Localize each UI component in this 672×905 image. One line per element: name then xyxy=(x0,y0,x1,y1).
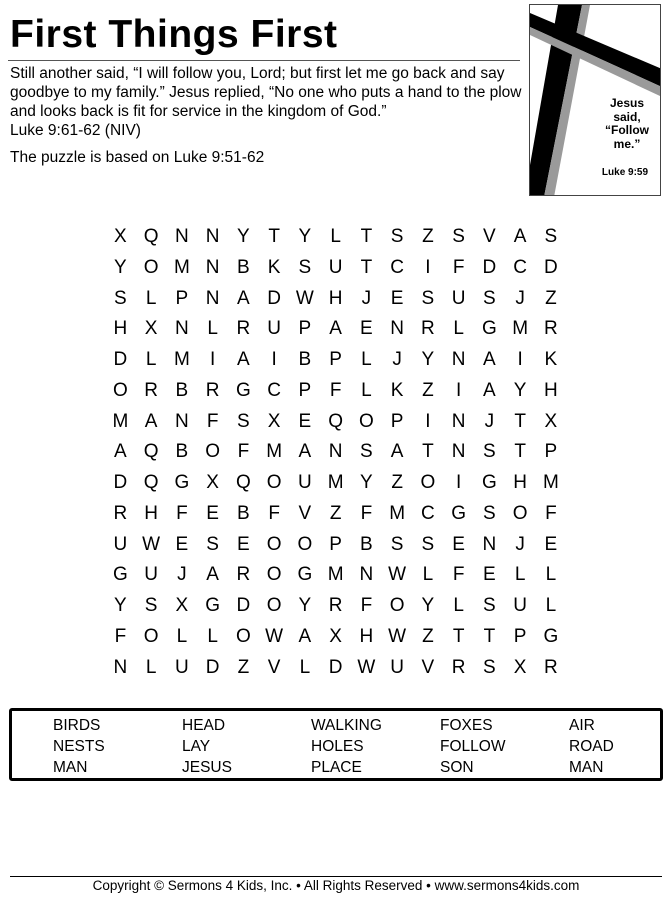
grid-letter: B xyxy=(237,502,250,524)
grid-letter: M xyxy=(173,256,190,278)
illustration-reference: Luke 9:59 xyxy=(601,167,649,178)
word-list-item: ROAD xyxy=(569,738,614,755)
grid-letter: Y xyxy=(298,226,312,247)
grid-letter: L xyxy=(545,595,557,616)
grid-letter: V xyxy=(483,226,496,247)
grid-letter: J xyxy=(177,564,187,586)
grid-letter: P xyxy=(329,349,342,370)
grid-letter: L xyxy=(145,349,157,370)
grid-letter: C xyxy=(267,379,281,401)
grid-letter: J xyxy=(361,287,372,309)
grid-letter: T xyxy=(422,441,434,463)
grid-letter: P xyxy=(175,287,189,309)
grid-letter: J xyxy=(515,533,525,555)
grid-letter: A xyxy=(237,287,250,309)
grid-row xyxy=(105,345,566,376)
grid-letter: D xyxy=(113,349,128,370)
word-list-item: NESTS xyxy=(53,738,105,755)
grid-row xyxy=(105,437,566,468)
grid-letter: F xyxy=(176,502,188,524)
grid-letter: C xyxy=(513,256,527,278)
grid-letter: F xyxy=(206,410,219,432)
grid-letter: W xyxy=(265,625,284,647)
grid-letter: O xyxy=(266,595,282,616)
caption-line: “Follow xyxy=(605,123,649,137)
word-list-item: PLACE xyxy=(311,759,362,776)
grid-letter: R xyxy=(421,318,435,340)
grid-letter: D xyxy=(544,256,558,278)
grid-row xyxy=(105,407,566,438)
caption-line: me.” xyxy=(613,136,641,151)
grid-letter: S xyxy=(360,441,373,463)
grid-letter: K xyxy=(267,256,281,278)
grid-letter: G xyxy=(297,564,313,586)
grid-letter: U xyxy=(113,533,128,555)
grid-row xyxy=(105,284,566,315)
grid-letter: A xyxy=(329,318,342,340)
grid-letter: B xyxy=(175,379,189,401)
grid-letter: A xyxy=(298,441,312,463)
grid-letter: S xyxy=(144,595,158,616)
grid-letter: R xyxy=(544,318,558,340)
grid-letter: V xyxy=(298,502,312,524)
grid-letter: G xyxy=(112,564,128,586)
grid-letter: T xyxy=(483,625,496,647)
grid-letter: O xyxy=(358,410,374,432)
grid-letter: M xyxy=(327,564,344,586)
grid-letter: R xyxy=(113,502,128,524)
grid-letter: L xyxy=(453,595,464,616)
grid-letter: O xyxy=(389,595,405,616)
quote-text: Still another said, “I will follow you, Lord; but first let me go back and say goodbye to my family.” Jesus replied, “No one who puts a hand to the plow and looks back is fit for service in the kingdom of God.” xyxy=(10,65,522,120)
grid-letter: Z xyxy=(422,379,434,401)
grid-letter: A xyxy=(144,410,158,432)
grid-letter: M xyxy=(512,318,529,340)
grid-letter: S xyxy=(298,256,312,278)
grid-letter: D xyxy=(205,656,220,678)
word-list-item: AIR xyxy=(569,717,595,734)
grid-letter: T xyxy=(514,441,526,463)
grid-letter: S xyxy=(483,595,496,616)
grid-letter: A xyxy=(513,226,527,247)
grid-letter: P xyxy=(544,441,558,463)
grid-letter: G xyxy=(235,379,251,401)
grid-letter: L xyxy=(145,656,157,678)
grid-letter: X xyxy=(544,410,558,432)
grid-letter: W xyxy=(357,656,376,678)
grid-letter: G xyxy=(481,318,497,340)
grid-letter: V xyxy=(421,656,435,678)
grid-letter: Z xyxy=(422,226,434,247)
grid-letter: O xyxy=(420,472,436,493)
word-list-item: BIRDS xyxy=(53,717,101,734)
word-list-column xyxy=(53,715,105,778)
grid-letter: Q xyxy=(143,472,159,493)
grid-letter: L xyxy=(361,379,372,401)
grid-letter: G xyxy=(543,625,559,647)
word-list-box xyxy=(9,708,663,781)
grid-letter: W xyxy=(388,625,407,647)
grid-letter: C xyxy=(421,502,435,524)
grid-letter: O xyxy=(266,472,282,493)
grid-letter: T xyxy=(514,410,526,432)
grid-letter: D xyxy=(236,595,251,616)
grid-letter: J xyxy=(515,287,525,309)
grid-letter: N xyxy=(451,441,466,463)
grid-letter: E xyxy=(544,533,558,555)
grid-letter: X xyxy=(144,318,158,340)
grid-letter: Y xyxy=(114,595,127,616)
grid-letter: G xyxy=(205,595,221,616)
grid-letter: F xyxy=(268,502,280,524)
grid-row xyxy=(105,499,566,530)
grid-letter: X xyxy=(175,595,189,616)
grid-letter: Z xyxy=(391,472,403,493)
grid-letter: I xyxy=(517,349,523,370)
grid-letter: N xyxy=(175,410,189,432)
grid-letter: K xyxy=(390,379,404,401)
grid-letter: Z xyxy=(422,625,434,647)
grid-letter: L xyxy=(176,625,188,647)
grid-letter: E xyxy=(206,502,219,524)
grid-letter: D xyxy=(267,287,281,309)
grid-letter: S xyxy=(421,533,435,555)
grid-letter: Q xyxy=(143,441,159,463)
grid-letter: S xyxy=(390,226,404,247)
title-divider xyxy=(8,60,520,61)
grid-letter: O xyxy=(143,256,159,278)
grid-letter: B xyxy=(175,441,189,463)
grid-letter: F xyxy=(237,441,250,463)
grid-letter: I xyxy=(455,379,462,401)
grid-letter: P xyxy=(298,318,312,340)
caption-line: said, xyxy=(613,109,641,124)
word-list-item: MAN xyxy=(53,759,88,776)
grid-letter: P xyxy=(298,379,312,401)
grid-letter: F xyxy=(545,502,557,524)
grid-letter: L xyxy=(207,318,218,340)
grid-letter: X xyxy=(114,226,127,247)
grid-letter: M xyxy=(112,410,129,432)
grid-letter: S xyxy=(483,656,496,678)
grid-row xyxy=(105,530,566,561)
scripture-quote xyxy=(10,64,525,140)
grid-letter: Y xyxy=(360,472,373,493)
grid-letter: A xyxy=(298,625,312,647)
grid-letter: F xyxy=(360,595,373,616)
grid-letter: N xyxy=(359,564,374,586)
grid-letter: M xyxy=(542,472,559,493)
grid-letter: R xyxy=(236,318,251,340)
word-search-grid xyxy=(105,222,566,683)
grid-letter: W xyxy=(142,533,161,555)
word-list-item: WALKING xyxy=(311,717,382,734)
grid-letter: U xyxy=(513,595,527,616)
grid-letter: D xyxy=(113,472,128,493)
grid-letter: U xyxy=(267,318,281,340)
grid-letter: E xyxy=(360,318,373,340)
grid-letter: Y xyxy=(513,379,527,401)
grid-letter: R xyxy=(144,379,158,401)
grid-letter: M xyxy=(173,349,190,370)
grid-letter: G xyxy=(451,502,467,524)
grid-letter: J xyxy=(392,349,402,370)
grid-letter: Z xyxy=(237,656,250,678)
grid-letter: S xyxy=(390,533,404,555)
grid-letter: R xyxy=(205,379,220,401)
grid-letter: S xyxy=(452,226,465,247)
grid-letter: L xyxy=(361,349,372,370)
grid-letter: Q xyxy=(328,410,344,432)
grid-letter: O xyxy=(266,564,282,586)
grid-letter: C xyxy=(390,256,404,278)
grid-letter: E xyxy=(390,287,404,309)
grid-letter: N xyxy=(175,318,189,340)
grid-letter: T xyxy=(268,226,280,247)
grid-letter: N xyxy=(482,533,497,555)
grid-letter: P xyxy=(513,625,527,647)
grid-letter: L xyxy=(453,318,464,340)
grid-letter: S xyxy=(544,226,558,247)
grid-row xyxy=(105,314,566,345)
word-list-column xyxy=(569,715,614,778)
grid-letter: T xyxy=(452,625,465,647)
grid-letter: N xyxy=(328,441,343,463)
grid-letter: A xyxy=(114,441,127,463)
grid-letter: L xyxy=(207,625,218,647)
grid-letter: L xyxy=(299,656,311,678)
grid-letter: A xyxy=(206,564,219,586)
grid-letter: D xyxy=(328,656,343,678)
grid-letter: T xyxy=(360,226,373,247)
grid-letter: N xyxy=(175,226,189,247)
grid-letter: Y xyxy=(114,256,127,278)
grid-letter: N xyxy=(451,349,466,370)
grid-letter: Q xyxy=(235,472,251,493)
grid-letter: X xyxy=(206,472,219,493)
grid-letter: I xyxy=(455,472,462,493)
grid-letter: I xyxy=(425,410,431,432)
grid-letter: A xyxy=(237,349,250,370)
grid-letter: Y xyxy=(237,226,250,247)
grid-letter: U xyxy=(451,287,466,309)
grid-row xyxy=(105,560,566,591)
cross-illustration xyxy=(529,4,661,196)
grid-letter: L xyxy=(545,564,557,586)
quote-reference: Luke 9:61-62 (NIV) xyxy=(10,122,141,139)
grid-letter: U xyxy=(175,656,189,678)
caption-line: Jesus xyxy=(609,96,645,110)
grid-letter: X xyxy=(267,410,281,432)
grid-letter: Y xyxy=(421,595,435,616)
grid-letter: S xyxy=(483,502,496,524)
word-list-column xyxy=(311,715,382,778)
grid-letter: F xyxy=(360,502,373,524)
grid-row xyxy=(105,591,566,622)
grid-letter: R xyxy=(236,564,251,586)
grid-letter: F xyxy=(452,256,465,278)
grid-letter: B xyxy=(298,349,312,370)
grid-letter: E xyxy=(298,410,312,432)
grid-letter: B xyxy=(237,256,250,278)
grid-letter: S xyxy=(114,287,127,309)
grid-letter: T xyxy=(360,256,373,278)
grid-letter: G xyxy=(481,472,497,493)
grid-letter: O xyxy=(143,625,159,647)
grid-letter: R xyxy=(544,656,558,678)
grid-letter: Y xyxy=(298,595,312,616)
grid-letter: I xyxy=(425,256,431,278)
grid-letter: O xyxy=(266,533,282,555)
grid-letter: W xyxy=(295,287,314,309)
grid-letter: X xyxy=(513,656,527,678)
grid-letter: L xyxy=(514,564,526,586)
grid-letter: K xyxy=(544,349,558,370)
grid-letter: F xyxy=(452,564,465,586)
grid-letter: R xyxy=(328,595,343,616)
grid-letter: A xyxy=(483,349,496,370)
grid-letter: I xyxy=(209,349,216,370)
grid-letter: O xyxy=(235,625,251,647)
grid-letter: H xyxy=(113,318,128,340)
grid-letter: L xyxy=(330,226,341,247)
grid-letter: H xyxy=(144,502,158,524)
grid-letter: L xyxy=(145,287,157,309)
word-list-item: FOXES xyxy=(440,717,493,734)
grid-letter: I xyxy=(271,349,277,370)
grid-letter: D xyxy=(482,256,497,278)
grid-letter: F xyxy=(329,379,342,401)
grid-letter: A xyxy=(483,379,496,401)
grid-letter: U xyxy=(390,656,404,678)
word-list-item: HOLES xyxy=(311,738,364,755)
grid-row xyxy=(105,253,566,284)
grid-letter: M xyxy=(389,502,406,524)
grid-letter: M xyxy=(266,441,283,463)
word-list-item: JESUS xyxy=(182,759,232,776)
page-title: First Things First xyxy=(10,13,338,56)
grid-letter: E xyxy=(483,564,496,586)
grid-letter: N xyxy=(205,256,220,278)
grid-letter: E xyxy=(237,533,250,555)
grid-row xyxy=(105,222,566,253)
grid-letter: A xyxy=(390,441,404,463)
word-list-item: SON xyxy=(440,759,474,776)
grid-letter: S xyxy=(206,533,219,555)
grid-letter: J xyxy=(484,410,495,432)
grid-letter: N xyxy=(390,318,404,340)
grid-letter: N xyxy=(205,287,220,309)
grid-letter: S xyxy=(483,441,496,463)
word-list-column xyxy=(440,715,505,778)
grid-letter: P xyxy=(329,533,342,555)
word-list-item: LAY xyxy=(182,738,211,755)
grid-letter: G xyxy=(174,472,190,493)
grid-letter: O xyxy=(297,533,313,555)
grid-letter: N xyxy=(451,410,466,432)
grid-letter: H xyxy=(328,287,343,309)
grid-letter: S xyxy=(421,287,435,309)
grid-letter: Q xyxy=(143,226,159,247)
grid-letter: O xyxy=(205,441,221,463)
word-list-item: MAN xyxy=(569,759,604,776)
grid-row xyxy=(105,622,566,653)
grid-letter: F xyxy=(114,625,127,647)
grid-letter: N xyxy=(113,656,128,678)
grid-letter: O xyxy=(112,379,128,401)
grid-letter: U xyxy=(298,472,312,493)
grid-letter: W xyxy=(388,564,407,586)
grid-letter: H xyxy=(544,379,558,401)
copyright-footer: Copyright © Sermons 4 Kids, Inc. • All Rights Reserved • www.sermons4kids.com xyxy=(92,878,580,893)
grid-letter: U xyxy=(144,564,158,586)
grid-letter: E xyxy=(175,533,189,555)
grid-letter: R xyxy=(451,656,466,678)
grid-letter: S xyxy=(483,287,496,309)
grid-letter: O xyxy=(512,502,528,524)
grid-letter: Y xyxy=(421,349,435,370)
grid-row xyxy=(105,653,566,684)
grid-letter: E xyxy=(452,533,465,555)
puzzle-basis-note: The puzzle is based on Luke 9:51-62 xyxy=(10,149,265,166)
grid-letter: N xyxy=(205,226,220,247)
grid-row xyxy=(105,376,566,407)
grid-letter: L xyxy=(422,564,434,586)
grid-letter: H xyxy=(513,472,527,493)
word-list-column xyxy=(182,715,232,778)
illustration-caption xyxy=(594,97,660,151)
grid-letter: H xyxy=(359,625,374,647)
grid-row xyxy=(105,468,566,499)
word-list-item: HEAD xyxy=(182,717,226,734)
grid-letter: B xyxy=(360,533,373,555)
grid-letter: P xyxy=(390,410,404,432)
grid-letter: S xyxy=(237,410,250,432)
grid-letter: M xyxy=(327,472,344,493)
grid-letter: Z xyxy=(329,502,342,524)
grid-letter: Z xyxy=(545,287,557,309)
grid-letter: V xyxy=(267,656,281,678)
word-list-item: FOLLOW xyxy=(440,738,506,755)
grid-letter: X xyxy=(329,625,342,647)
grid-letter: U xyxy=(328,256,343,278)
